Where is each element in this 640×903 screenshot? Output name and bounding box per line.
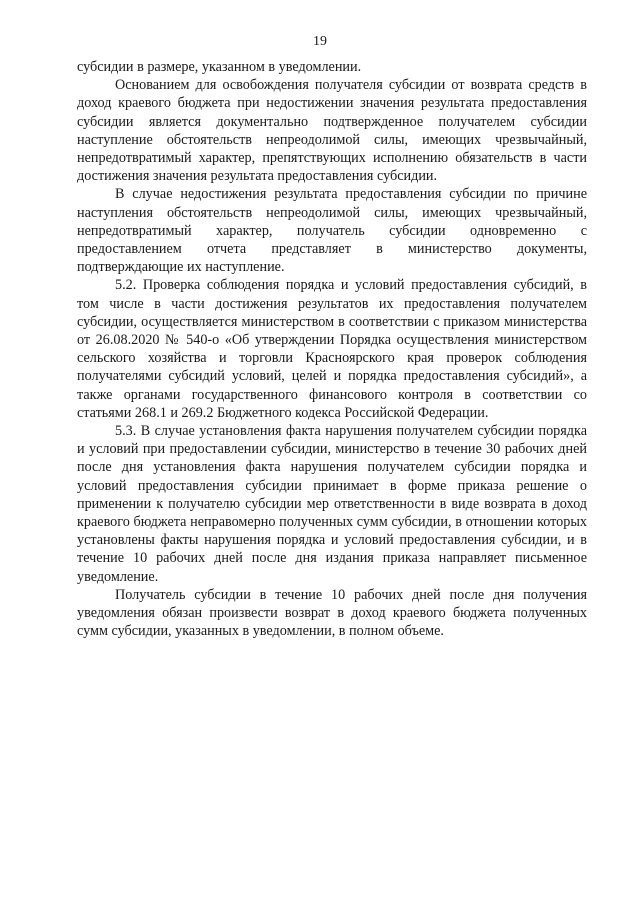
paragraph-refund-obligation: Получатель субсидии в течение 10 рабочих дней после дня получения уведомления обязан произвести возврат в доход краевого бюджета полученных сумм субсидии, указанных в уведомлении, в полном объеме. (77, 586, 587, 640)
paragraph-section-5-3: 5.3. В случае установления факта нарушения получателем субсидии порядка и условий при предоставлении субсидии, министерство в течение 30 рабочих дней после дня установления факта нарушения получателем субсидии порядка и условий предоставления субсидии принимает в форме приказа решение о применении к получателю субсидии мер ответственности в виде возврата в доход краевого бюджета неправомерно полученных сумм субсидии, в отношении которых установлены факты нарушения порядка и условий предоставления субсидии, и в течение 10 рабочих дней после дня издания приказа направляет письменное уведомление. (77, 423, 587, 585)
paragraph-continuation: субсидии в размере, указанном в уведомлении. (77, 59, 362, 75)
document-body (77, 58, 587, 641)
paragraph-section-5-2: 5.2. Проверка соблюдения порядка и условий предоставления субсидий, в том числе в части достижения результатов их предоставления получателем субсидии, осуществляется министерством в соответствии с приказом министерства от 26.08.2020 № 540-о «Об утверждении Порядка осуществления министерством сельского хозяйства и торговли Красноярского края проверок соблюдения получателями субсидий условий, целей и порядка предоставления субсидий», а также органами государственного финансового контроля в соответствии со статьями 268.1 и 269.2 Бюджетного кодекса Российской Федерации. (77, 277, 587, 421)
paragraph-force-majeure-documents: В случае недостижения результата предоставления субсидии по причине наступления обстоятельств непреодолимой силы, имеющих чрезвычайный, непредотвратимый характер, получатель субсидии одновременно с предоставлением отчета представляет в министерство документы, подтверждающие их наступление. (77, 186, 587, 276)
paragraph-exemption-basis: Основанием для освобождения получателя субсидии от возврата средств в доход краевого бюджета при недостижении значения результата предоставления субсидии является документально подтвержденное получателем субсидии наступление обстоятельств непреодолимой силы, имеющих чрезвычайный, непредотвратимый характер, препятствующих исполнению обязательств в части достижения значения результата предоставления субсидии. (77, 77, 587, 185)
page-number: 19 (313, 34, 327, 49)
